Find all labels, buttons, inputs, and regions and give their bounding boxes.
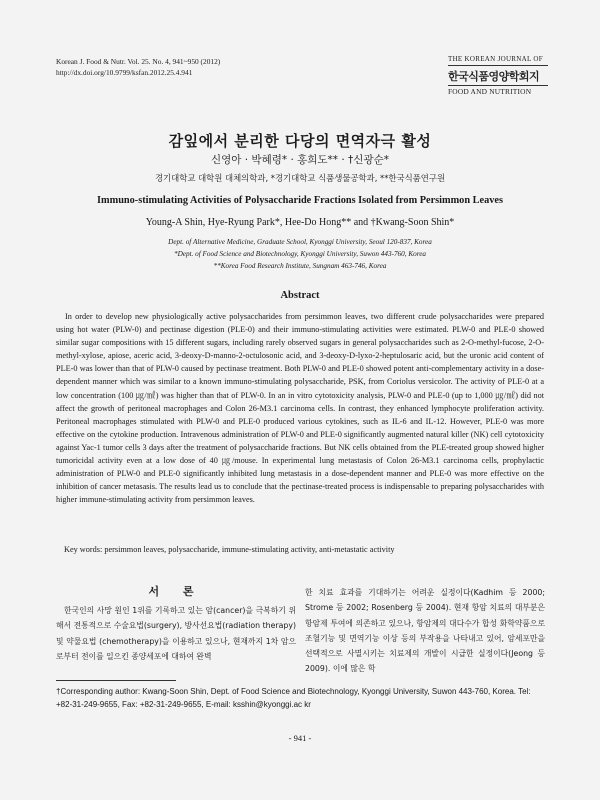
citation-header [56, 56, 220, 78]
abstract-text: In order to develop new physiologically active polysaccharides from persimmon leaves, two different crude polysaccharides were prepared using hot water (PLW-0) and pectinase digestion (PLE-0) and their immuno-stimulating activities were estimated. PLW-0 and PLE-0 showed similar sugar compositions with 15 different sugars, including rarely observed sugars in general polysaccharides such as 2-O-methyl-fucose, 2-O-methyl-xylose, apiose, aceric acid, 3-deoxy-D-manno-2-octulosonic acid, and 3-deoxy-D-lyxo-2-heptulosaric acid, but the uronic acid content of PLE-0 was lower than that of PLW-0 caused by pectinase treatment. Both PLW-0 and PLE-0 showed potent anti-complementary activity in a dose-dependent manner which was similar to a known immuno-stimulating polysaccharide, PSK, from Coriolus versicolor. The activity of PLE-0 at a low concentration (100 ㎍/㎖) was higher than that of PLW-0. In an in vitro cytotoxicity analysis, PLW-0 and PLE-0 (up to 1,000 ㎍/㎖) did not affect the growth of peritoneal macrophages and Colon 26-M3.1 carcinoma cells. In contrast, they enhanced lymphocyte proliferation activity. Peritoneal macrophages stimulated with PLW-0 and PLE-0 produced various cytokines, such as IL-6 and IL-12. However, PLE-0 was more effective on the cytokine production. Intravenous administration of PLW-0 and PLE-0 significantly augmented natural killer (NK) cell cytotoxicity against Yac-1 tumor cells 3 days after the treatment of polysaccharide fractions. But NK cells obtained from the PLE-treated group showed higher tumoricidal activity even at a low dose of 40 ㎍/mouse. In experimental lung metastasis of Colon 26-M3.1 carcinoma cells, prophylactic administration of PLW-0 and PLE-0 significantly inhibited lung metastasis in a dose-dependent manner and PLE-0 was more effective on the inhibition of cancer metasasis. The results lead us to conclude that the pectinase-treated process is indispensable to preparing polysaccharides with higher immune-stimulating activity from persimmon leaves. [56, 312, 544, 505]
affiliation-en-3: **Korea Food Research Institute, Sungnam 463-746, Korea [213, 262, 387, 270]
body-text-left-column: 한국인의 사망 원인 1위를 기록하고 있는 암(cancer)을 극복하기 위해서 전통적으로 수술요법(surgery), 방사선요법(radiation therapy) 및 약물요법 (chemotherapy)을 이용하고 있으나, 현재까지 1차 암으로부터 전이를 일으킨 종양세포에 대하여 완벽 [56, 606, 296, 661]
affiliation-en-1: Dept. of Alternative Medicine, Graduate School, Kyonggi University, Seoul 120-837, Korea [168, 238, 432, 246]
section-heading-introduction: 서 론 [148, 585, 204, 598]
journal-logo [448, 55, 548, 96]
affiliations-korean: 경기대학교 대학원 대체의학과, *경기대학교 식품생물공학과, **한국식품연구원 [154, 173, 446, 183]
authors-english: Young-A Shin, Hye-Ryung Park*, Hee-Do Hong** and †Kwang-Soon Shin* [145, 217, 455, 228]
title-english: Immuno-stimulating Activities of Polysaccharide Fractions Isolated from Persimmon Leaves [97, 195, 503, 206]
body-text-right-column: 한 치료 효과를 기대하기는 어려운 실정이다(Kadhim 등 2000; Strome 등 2002; Rosenberg 등 2004). 현재 항암 치료의 대부분은 항암제 투여에 의존하고 있으나, 항암제의 대다수가 합성 화학약품으로 조혈기능 및 면역기능 이상 등의 부작용을 나타내고 있어, 암세포만을 선택적으로 사멸시키는 치료제의 개발이 시급한 실정이다(Jeong 등 2009). 이에 많은 학 [305, 588, 545, 674]
corresponding-author-footnote: †Corresponding author: Kwang-Soon Shin, Dept. of Food Science and Biotechnology, Kyonggi University, Suwon 443-760, Korea. Tel: +82-31-249-9655, Fax: +82-31-249-9655, E-mail: ksshin@kyonggi.ac kr [56, 687, 531, 709]
title-korean: 감잎에서 분리한 다당의 면역자극 활성 [168, 132, 432, 150]
journal-name-kr: 한국식품영양학회지 [448, 70, 540, 83]
footnote-divider [56, 680, 176, 681]
page-number: - 941 - [288, 733, 312, 743]
doi-link[interactable]: http://dx.doi.org/10.9799/ksfan.2012.25.4.941 [56, 68, 193, 77]
journal-name-en-bottom: FOOD AND NUTRITION [448, 85, 548, 96]
citation: Korean J. Food & Nutr. Vol. 25. No. 4, 941~950 (2012) [56, 57, 221, 66]
abstract-heading: Abstract [280, 290, 320, 301]
journal-name-en-top: THE KOREAN JOURNAL OF [448, 55, 548, 66]
keywords: Key words: persimmon leaves, polysaccharide, immune-stimulating activity, anti-metastatic activity [64, 545, 395, 554]
affiliation-en-2: *Dept. of Food Science and Biotechnology, Kyonggi University, Suwon 443-760, Korea [173, 250, 427, 258]
authors-korean: 신영아 · 박혜령* · 홍희도** · †신광순* [210, 154, 389, 166]
